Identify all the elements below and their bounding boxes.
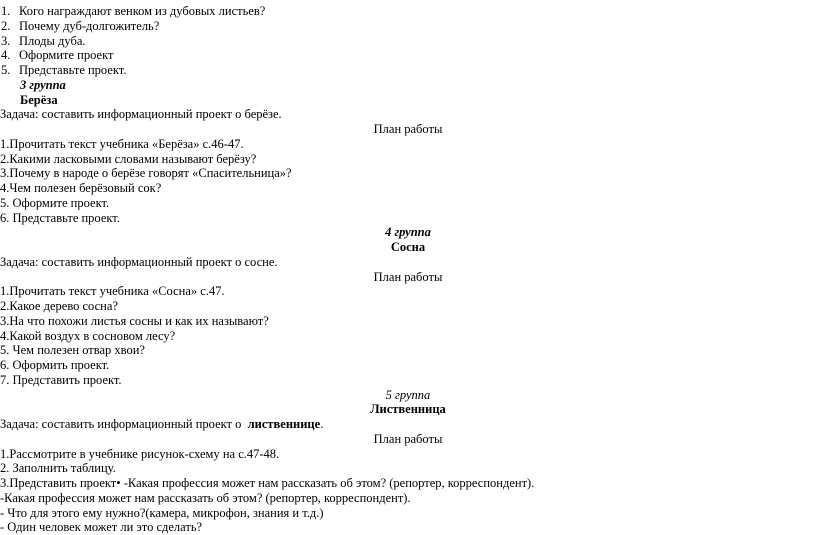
- plan-item-pine-3: 3.На что похожи листья сосны и как их называют?: [0, 313, 269, 328]
- list-number: 3.: [1, 33, 11, 48]
- question-line-1: -Какая профессия может нам рассказать об этом? (репортер, корреспондент).: [0, 490, 411, 505]
- plan-item-pine-1: 1.Прочитать текст учебника «Сосна» с.47.: [0, 284, 225, 299]
- plan-item-larch-2: 2. Заполнить таблицу.: [0, 461, 116, 476]
- list-number: 1.: [1, 4, 11, 18]
- list-item-text: Почему дуб-долгожитель?: [19, 18, 160, 33]
- plan-item-pine-7: 7. Представить проект.: [0, 372, 122, 387]
- plan-header-pine: План работы: [373, 269, 443, 284]
- question-line-2: - Что для этого ему нужно?(камера, микрофон, знания и т.д.): [0, 505, 324, 520]
- group-4-title: Сосна: [390, 240, 426, 254]
- plan-item-birch-2: 2.Какими ласковыми словами называют берёзу?: [0, 151, 257, 166]
- oak-list-item-4: [0, 48, 816, 63]
- plan-item-larch-1: 1.Рассмотрите в учебнике рисунок-схему на с.47-48.: [0, 446, 280, 461]
- oak-list-item-2: [0, 19, 816, 34]
- oak-list-item-3: [0, 34, 816, 49]
- text-run: лиственнице: [247, 417, 321, 431]
- list-number: 4.: [1, 48, 11, 63]
- task-larch: [0, 417, 816, 432]
- question-line-3: - Один человек может ли это сделать?: [0, 520, 203, 535]
- list-item-text: Оформите проект: [19, 48, 114, 63]
- task-birch: Задача: составить информационный проект о берёзе.: [0, 107, 282, 122]
- group-4-label: 4 группа: [385, 225, 431, 240]
- plan-item-birch-5: 5. Оформите проект.: [0, 195, 110, 210]
- text-run: Задача: составить информационный проект о: [0, 417, 248, 431]
- text-run: .: [320, 417, 324, 431]
- list-item-text: Представьте проект.: [19, 63, 127, 77]
- plan-item-birch-1: 1.Прочитать текст учебника «Берёза» с.46-47.: [0, 136, 244, 151]
- group-3-title: Берёза: [20, 92, 58, 107]
- plan-header-birch: План работы: [373, 122, 443, 136]
- list-number: 5.: [1, 63, 11, 77]
- group-3-label: 3 группа: [20, 77, 66, 92]
- task-pine: Задача: составить информационный проект о сосне.: [0, 254, 278, 269]
- plan-item-birch-6: 6. Представьте проект.: [0, 210, 120, 225]
- plan-item-pine-2: 2.Какое дерево сосна?: [0, 299, 118, 313]
- plan-header-larch: План работы: [373, 431, 443, 446]
- plan-item-pine-6: 6. Оформить проект.: [0, 358, 110, 372]
- group-5-label: 5 группа: [385, 387, 431, 402]
- list-number: 2.: [1, 18, 11, 33]
- plan-item-birch-3: 3.Почему в народе о берёзе говорят «Спасительница»?: [0, 166, 292, 181]
- plan-item-pine-5: 5. Чем полезен отвар хвои?: [0, 343, 145, 358]
- list-item-text: Кого награждают венком из дубовых листьев?: [19, 4, 266, 18]
- plan-item-larch-3: 3.Представить проект• -Какая профессия может нам рассказать об этом? (репортер, корреспондент).: [0, 476, 535, 490]
- list-item-text: Плоды дуба.: [19, 33, 86, 48]
- oak-list-item-1: [0, 4, 816, 19]
- oak-list-item-5: [0, 63, 816, 78]
- plan-item-pine-4: 4.Какой воздух в сосновом лесу?: [0, 328, 176, 343]
- plan-item-birch-4: 4.Чем полезен берёзовый сок?: [0, 181, 162, 195]
- group-5-title: Лиственница: [370, 402, 446, 417]
